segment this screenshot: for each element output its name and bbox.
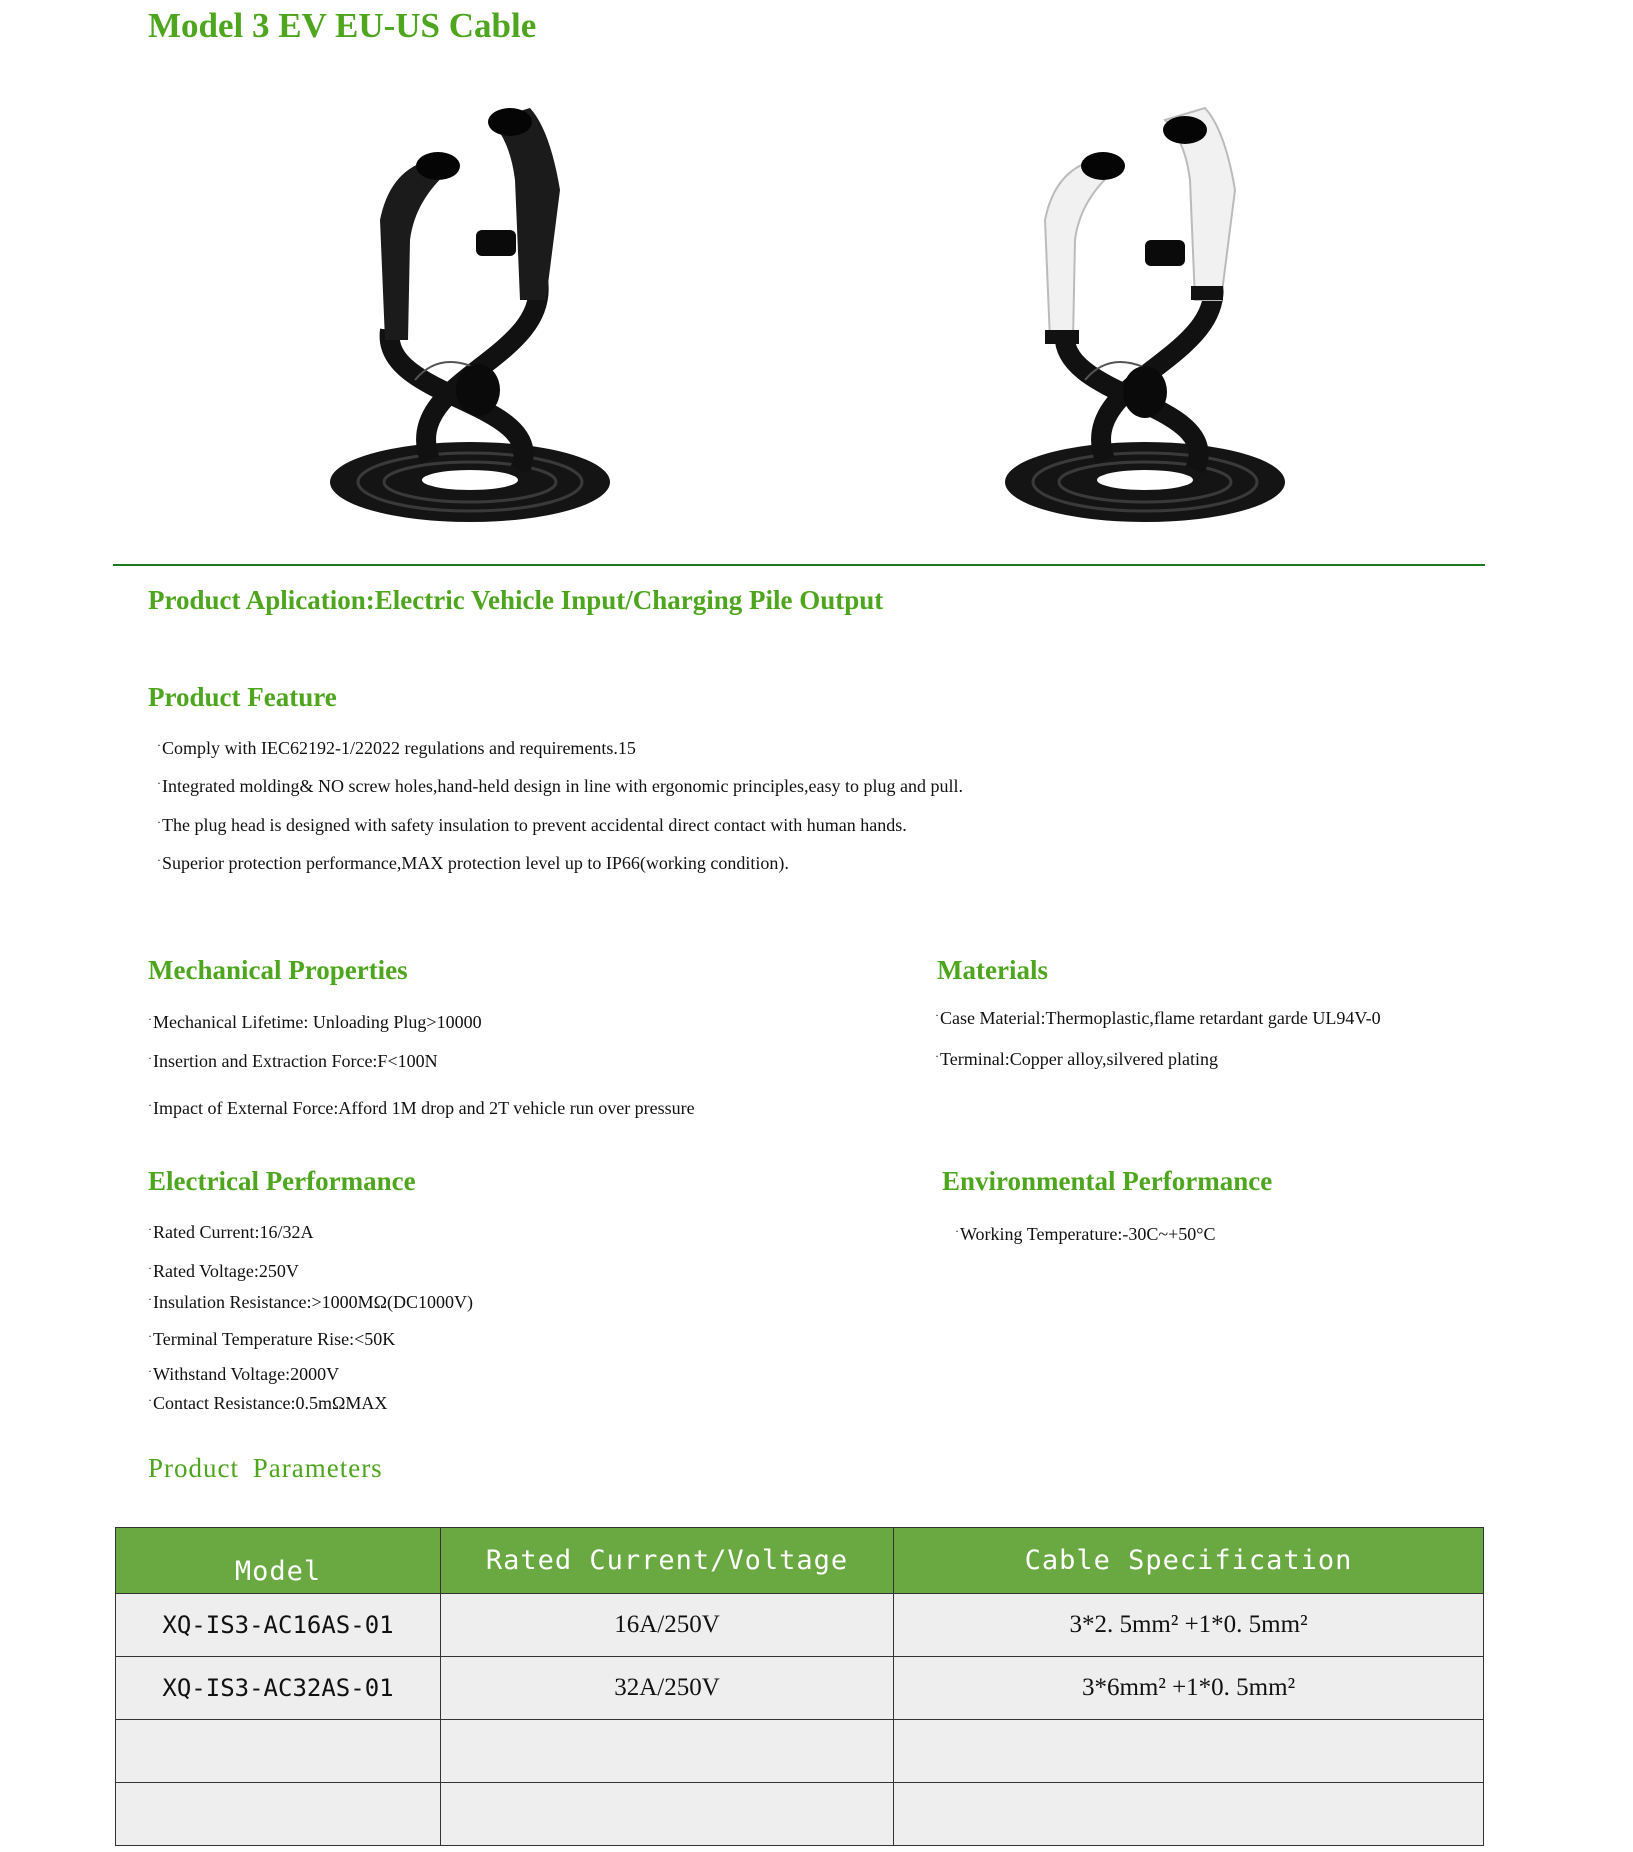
feature-item: ·Comply with IEC62192-1/22022 regulations and requirements.15 <box>157 738 636 758</box>
feature-item: ·Superior protection performance,MAX protection level up to IP66(working condition). <box>157 853 789 873</box>
electrical-item: ·Rated Voltage:250V <box>148 1261 299 1281</box>
table-header-row <box>116 1528 1484 1594</box>
electrical-item: ·Rated Current:16/32A <box>148 1222 314 1242</box>
cell-model: XQ-IS3-AC32AS-01 <box>116 1657 441 1720</box>
cell-rated: 16A/250V <box>441 1594 894 1657</box>
environmental-item: ·Working Temperature:-30C~+50°C <box>955 1224 1216 1244</box>
section-divider <box>113 564 1485 566</box>
cell-model <box>116 1720 441 1783</box>
plug-body-right <box>490 108 560 300</box>
cell-cable <box>894 1783 1484 1846</box>
plug-body-left <box>380 160 450 340</box>
header-cable-specification: Cable Specification <box>894 1528 1484 1594</box>
dust-cap <box>476 230 516 256</box>
feature-heading: Product Feature <box>148 682 337 712</box>
electrical-heading: Electrical Performance <box>148 1166 416 1196</box>
cell-rated <box>441 1783 894 1846</box>
cell-rated <box>441 1720 894 1783</box>
parameters-table <box>115 1527 1484 1846</box>
cell-cable <box>894 1720 1484 1783</box>
materials-item: ·Case Material:Thermoplastic,flame retardant garde UL94V-0 <box>935 1008 1381 1028</box>
page-title: Model 3 EV EU-US Cable <box>148 6 537 45</box>
product-photo-white <box>995 100 1315 550</box>
dust-cap <box>1145 240 1185 266</box>
plug-body-left <box>1045 160 1115 340</box>
cell-model: XQ-IS3-AC16AS-01 <box>116 1594 441 1657</box>
mechanical-item: ·Mechanical Lifetime: Unloading Plug>10000 <box>148 1012 482 1032</box>
mechanical-item: ·Insertion and Extraction Force:F<100N <box>148 1051 438 1071</box>
table-row <box>116 1783 1484 1846</box>
cell-model <box>116 1783 441 1846</box>
mechanical-item: ·Impact of External Force:Afford 1M drop and 2T vehicle run over pressure <box>148 1098 695 1118</box>
header-model: Model <box>116 1528 441 1594</box>
table-row <box>116 1594 1484 1657</box>
parameters-heading: Product Parameters <box>148 1453 383 1483</box>
product-photo-black <box>320 100 640 550</box>
cell-cable: 3*6mm² +1*0. 5mm² <box>894 1657 1484 1720</box>
dust-cap <box>456 364 500 416</box>
mechanical-heading: Mechanical Properties <box>148 955 408 985</box>
dust-cap <box>1123 366 1167 418</box>
electrical-item: ·Withstand Voltage:2000V <box>148 1364 340 1384</box>
table-row <box>116 1657 1484 1720</box>
cell-rated: 32A/250V <box>441 1657 894 1720</box>
header-rated-current-voltage: Rated Current/Voltage <box>441 1528 894 1594</box>
materials-item: ·Terminal:Copper alloy,silvered plating <box>935 1049 1218 1069</box>
electrical-item: ·Contact Resistance:0.5mΩMAX <box>148 1393 388 1413</box>
table-row <box>116 1720 1484 1783</box>
feature-item: ·The plug head is designed with safety insulation to prevent accidental direct contact with human hands. <box>157 815 907 835</box>
environmental-heading: Environmental Performance <box>942 1166 1273 1196</box>
electrical-item: ·Insulation Resistance:>1000MΩ(DC1000V) <box>148 1292 473 1312</box>
feature-item: ·Integrated molding& NO screw holes,hand-held design in line with ergonomic principles,easy to plug and pull. <box>157 776 963 796</box>
electrical-item: ·Terminal Temperature Rise:<50K <box>148 1329 396 1349</box>
cell-cable: 3*2. 5mm² +1*0. 5mm² <box>894 1594 1484 1657</box>
application-heading: Product Aplication:Electric Vehicle Input/Charging Pile Output <box>148 585 884 615</box>
materials-heading: Materials <box>937 955 1048 985</box>
